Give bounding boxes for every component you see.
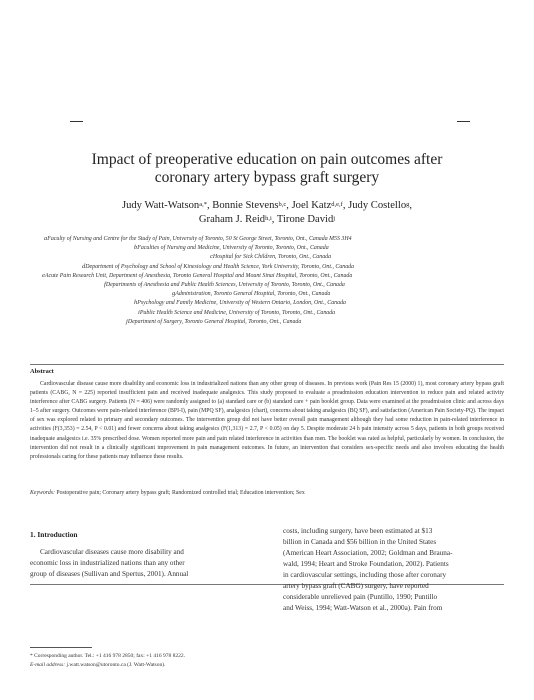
email-label: E-mail address:	[30, 661, 66, 668]
author-name: Joel Katz	[291, 200, 332, 211]
affiliation-marker: a	[44, 235, 48, 242]
author-affiliation-marker: a,*	[199, 201, 207, 208]
author-line-2: Graham J. Reid$^{h,i}$, Tirone David$^j$	[198, 214, 336, 225]
body-text-line: billion in Canada and $56 billion in the United States	[283, 538, 437, 546]
author-affiliation-marker: h,i	[265, 215, 272, 222]
author-list	[40, 199, 494, 227]
body-column-right	[283, 526, 505, 614]
keywords-label: Keywords:	[30, 490, 55, 496]
affiliation-item	[30, 299, 510, 308]
affiliation-item	[30, 263, 510, 272]
keywords	[30, 490, 504, 496]
affiliation-item	[30, 318, 510, 327]
affiliation-item	[30, 244, 510, 253]
title-line-1: Impact of preoperative education on pain outcomes after	[91, 151, 443, 168]
title-line-2: coronary artery bypass graft surgery	[154, 169, 380, 186]
header-rule-left	[70, 121, 83, 122]
affiliation-marker: g	[172, 290, 176, 298]
affiliation-text: Department of Surgery, Toronto General Hospital, Toronto, Ont., Canada	[127, 318, 302, 325]
section-heading-introduction: 1. Introduction	[30, 530, 78, 539]
abstract-body: Cardiovascular disease cause more disability and economic loss in industrialized nations than any other group of diseases. In previous work (Pain Res 15 (2000) 1), most coronary artery bypass graft patients (CABG, N = 225) reported insufficient pain and received inadequate analgesics. This study proposed to evaluate a preadmission education intervention to reduce pain and related activity interference after CABG surgery. Patients (N = 406) were randomly assigned to (a) standard care or (b) standard care + pain booklet group. Data were examined at the preadmission clinic and across days 1–5 after surgery. Outcomes were pain-related interference (BPI-I), pain (MPQ SF), analgesics (chart), concerns about taking analgesics (BQ SF), and satisfaction (American Pain Society-PQ). The impact of sex was explored related to primary and secondary outcomes. The intervention group did not have better overall pain management although they had some reduction in pain-related interference in activities (F(3,353) = 2.54, P < 0.01) and fewer concerns about taking analgesics (F(1,313) = 2.7, P < 0.05) on day 5. Despite moderate 24 h pain intensity across 5 days, patients in both groups received inadequate analgesics i.e. 35% prescribed dose. Women reported more pain and pain related interference in activities than men. The booklet was rated as helpful, particularly by women. In conclusion, the intervention did not result in a clinically significant improvement in pain management outcomes. In future, an intervention that considers sex-specific needs and also involves educating the health professionals caring for these patients may influence these results.	[30, 381, 504, 460]
affiliation-marker: c	[210, 253, 213, 261]
affiliation-item	[30, 281, 510, 290]
paper-title	[40, 151, 494, 187]
affiliation-item	[30, 290, 510, 299]
author-name: Bonnie Stevens	[212, 200, 279, 211]
affiliation-list	[30, 235, 510, 327]
body-text-line: and Weiss, 1994; Watt-Watson et al., 2000a). Pain from	[283, 604, 443, 612]
author-name: Judy Watt-Watson	[121, 200, 200, 211]
affiliation-marker: e	[42, 271, 45, 279]
affiliation-text: Faculty of Nursing and Centre for the Study of Pain, University of Toronto, 50 St George Street, Toronto, Ont., Canada M5S 3H4	[47, 236, 352, 242]
affiliation-text: Faculties of Nursing and Medicine, University of Toronto, Toronto, Ont., Canada	[137, 245, 329, 252]
affiliation-text: Public Health Science and Medicine, University of Toronto, Toronto, Ont., Canada	[139, 309, 336, 316]
affiliation-item	[30, 253, 510, 262]
author-name: Tirone David	[276, 214, 334, 225]
header-rule-right	[457, 121, 470, 122]
author-name: Graham J. Reid	[198, 214, 266, 225]
email-note	[30, 661, 265, 670]
affiliation-text: Department of Psychology and School of Kinesiology and Health Science, York University, Toronto, Ont., Canada	[85, 263, 355, 270]
corresponding-author-note: * Corresponding author. Tel.: +1 416 978 2850; fax: +1 416 978 8222.	[30, 653, 185, 659]
affiliation-marker: h	[134, 299, 138, 307]
affiliation-text: Acute Pain Research Unit, Department of Anesthesia, Toronto General Hospital and Mount Sinai Hospital, Toronto, Ont., Canada	[44, 272, 353, 279]
abstract-top-rule	[30, 364, 504, 365]
abstract-heading: Abstract	[30, 368, 54, 375]
footnote-rule	[30, 647, 92, 648]
author-affiliation-marker: j	[333, 215, 336, 222]
affiliation-text: Administration, Toronto General Hospital, Toronto, Ont., Canada	[175, 291, 331, 298]
affiliation-item	[30, 235, 510, 244]
affiliation-text: Psychology and Family Medicine, University of Western Ontario, London, Ont., Canada	[137, 300, 346, 307]
email-text: j.watt.watson@utoronto.ca (J. Watt-Watson).	[66, 661, 166, 668]
author-affiliation-marker: g	[406, 201, 410, 208]
keywords-text: Postoperative pain; Coronary artery bypass graft; Randomized controlled trial; Education intervention; Sex	[56, 490, 305, 496]
body-text-line: wald, 1994; Heart and Stroke Foundation, 2002). Patients	[283, 560, 449, 568]
body-text-line: economic loss in industrialized nations than any other	[30, 559, 185, 567]
body-text-line: (American Heart Association, 2002; Goldman and Brauna-	[283, 549, 453, 557]
affiliation-marker: i	[138, 308, 140, 316]
body-text-line: Cardiovascular diseases cause more disability and	[40, 548, 184, 556]
body-text-line: considerable unrelieved pain (Puntillo, 1990; Puntillo	[283, 593, 438, 601]
affiliation-text: Departments of Anesthesia and Public Health Sciences, University of Toronto, Toronto, Ont., Canada	[105, 282, 345, 289]
affiliation-marker: b	[134, 244, 138, 252]
affiliation-item	[30, 272, 510, 281]
author-affiliation-marker: b,c	[278, 201, 287, 208]
affiliation-text: Hospital for Sick Children, Toronto, Ont., Canada	[212, 254, 332, 261]
body-column-left	[30, 547, 255, 580]
body-text-line: group of diseases (Sullivan and Spertus, 2001). Annual	[30, 570, 189, 578]
body-text-line: in cardiovascular settings, including those after coronary	[283, 571, 447, 579]
affiliation-marker: d	[82, 262, 86, 270]
body-text-line: costs, including surgery, have been estimated at $13	[283, 527, 433, 535]
affiliation-marker: j	[126, 317, 128, 325]
author-name: Judy Costello	[348, 200, 407, 211]
body-text-line: artery bypass graft (CABG) surgery, have reported	[283, 582, 429, 590]
footnotes	[30, 652, 265, 669]
author-affiliation-marker: d,e,f	[331, 201, 343, 208]
affiliation-marker: f	[104, 281, 106, 289]
affiliation-item	[30, 309, 510, 318]
author-line-1: Judy Watt-Watson$^{a,*}$, Bonnie Stevens$^{b,c}$, Joel Katz$^{d,e,f}$, Judy Costello$^g$,	[121, 200, 413, 211]
